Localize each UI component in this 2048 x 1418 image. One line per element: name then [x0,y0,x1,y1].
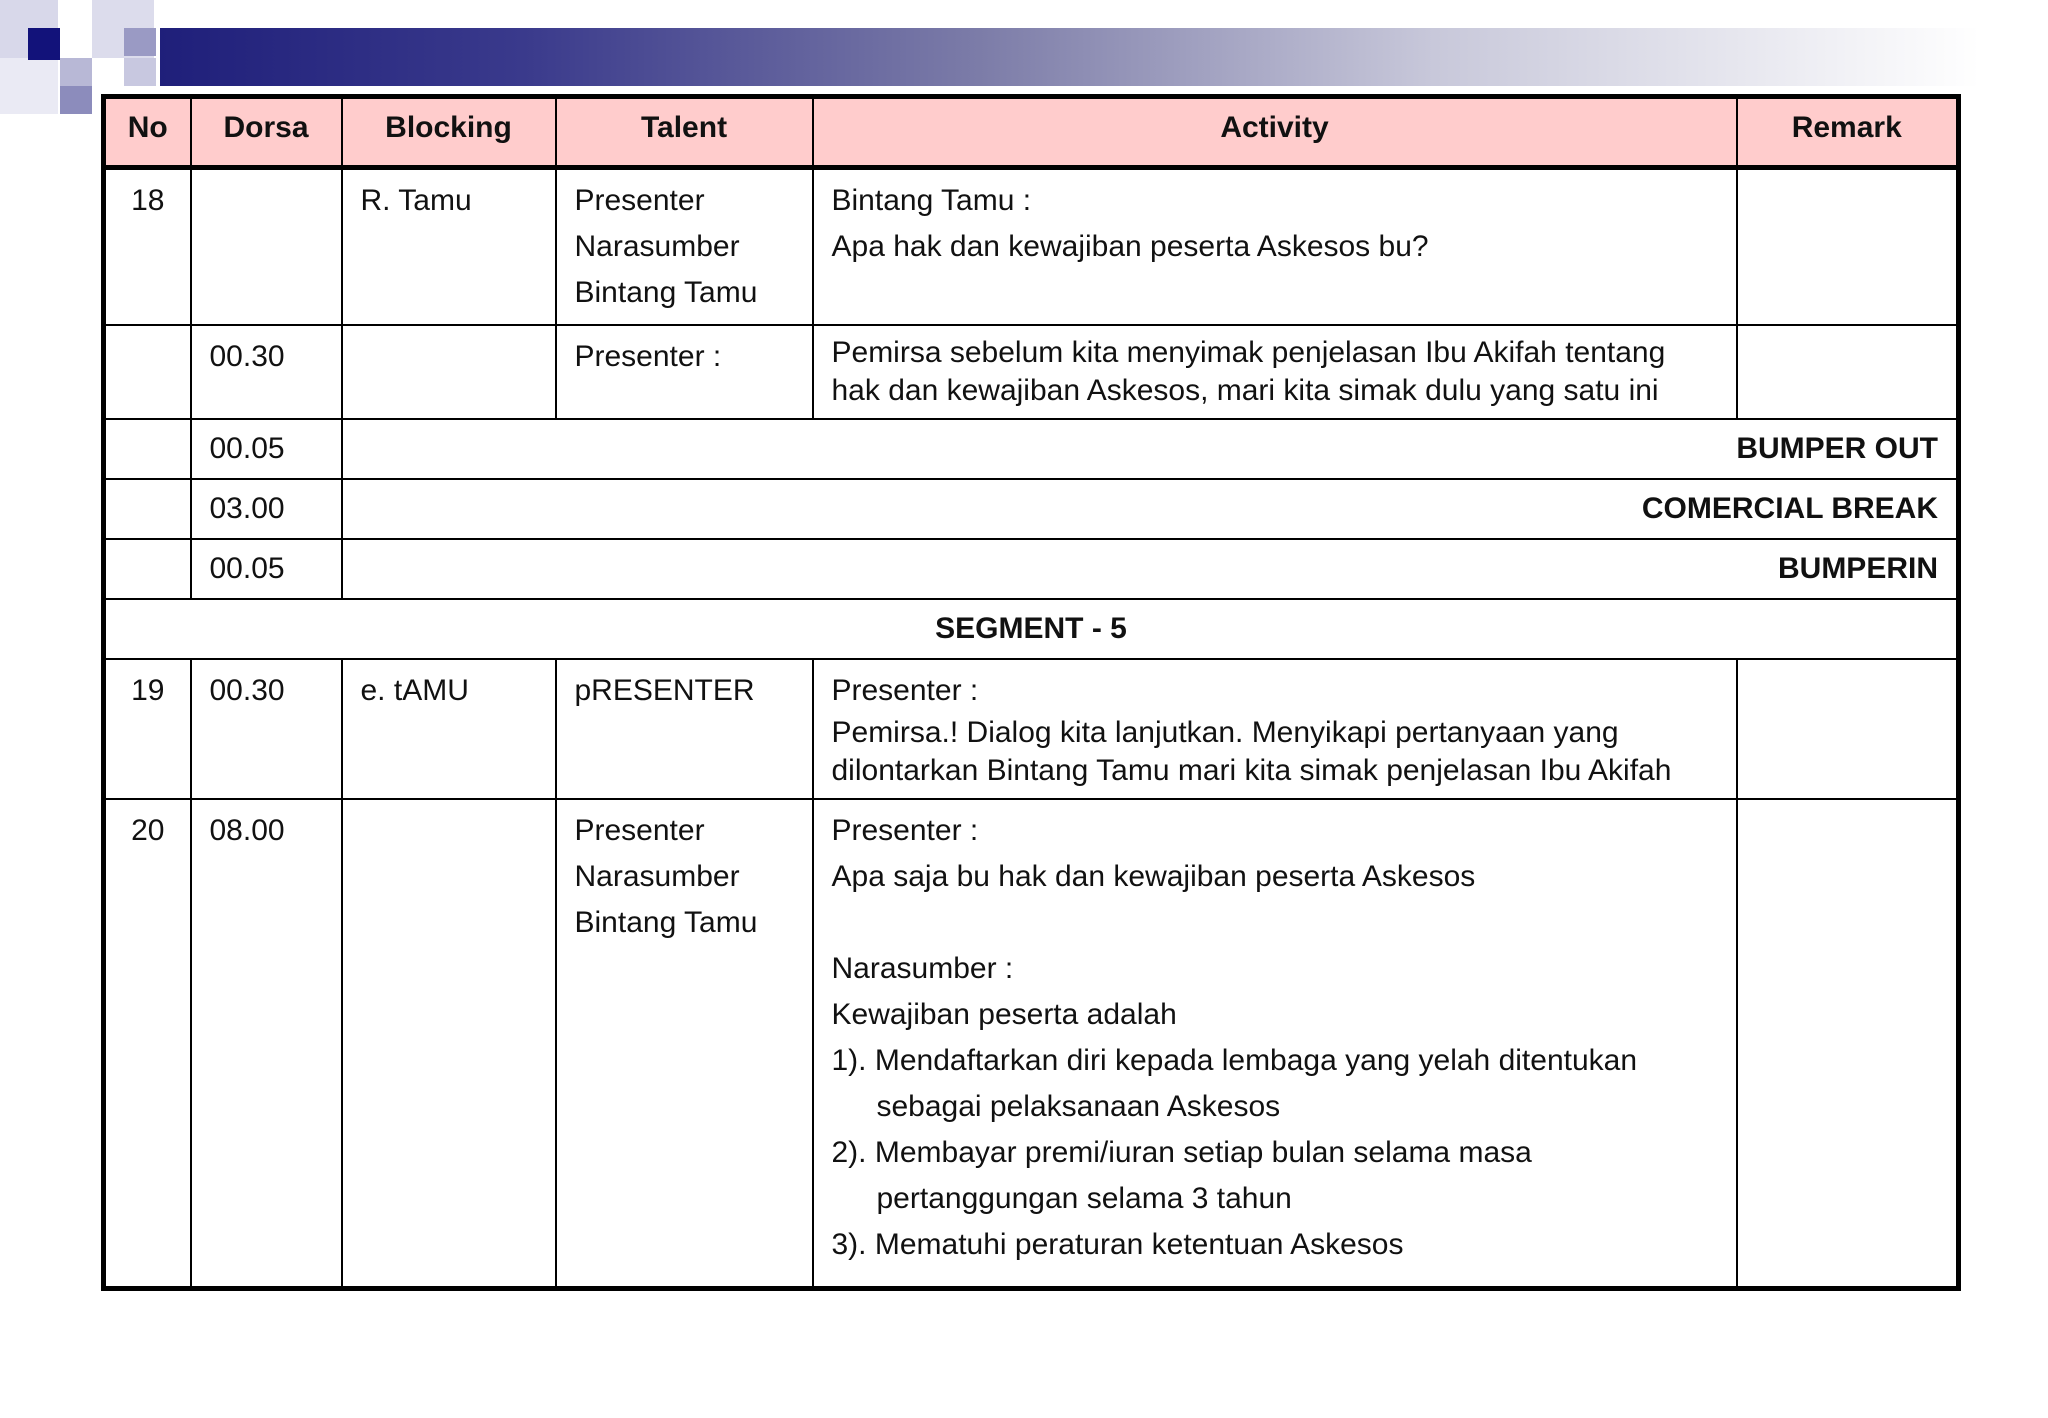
talent-line: Presenter [574,184,705,217]
header-dorsa: Dorsa [191,97,342,168]
cell-no: 20 [104,799,191,1289]
spacer [832,900,1718,946]
table-row [104,168,1959,326]
cell-remark [1737,799,1959,1289]
cell-blocking [342,799,556,1289]
cell-remark [1737,325,1959,419]
decor-square [60,86,92,114]
table-row [104,479,1959,539]
talent-line: Narasumber [574,230,740,263]
header-remark: Remark [1737,97,1959,168]
activity-line: 2). Membayar premi/iuran setiap bulan selama masa [831,1136,1532,1169]
cell-blocking: R. Tamu [342,168,556,326]
activity-line: Presenter : [831,814,979,847]
decor-square [124,28,156,56]
table-row [104,799,1959,1289]
cell-activity [813,168,1737,326]
header-blocking: Blocking [342,97,556,168]
cell-dorsa [191,168,342,326]
cell-activity [813,659,1737,799]
table-row [104,539,1959,599]
cell-talent [556,168,813,326]
segment-row [104,599,1959,659]
activity-line: Apa saja bu hak dan kewajiban peserta Askesos [831,860,1476,893]
decor-square [28,28,60,60]
talent-line: Narasumber [574,860,740,893]
activity-line: 1). Mendaftarkan diri kepada lembaga yang yelah ditentukan [831,1044,1638,1077]
gradient-title-bar [160,28,1980,86]
bumper-in-label: BUMPERIN [342,539,1959,599]
cell-no: 18 [104,168,191,326]
cell-no: 19 [104,659,191,799]
cell-remark [1737,168,1959,326]
talent-line: Presenter [574,814,705,847]
activity-line: sebagai pelaksanaan Askesos [876,1090,1281,1123]
bumper-out-label: BUMPER OUT [342,419,1959,479]
decor-square [0,58,58,114]
activity-line: Pemirsa.! Dialog kita lanjutkan. Menyikapi pertanyaan yang [831,716,1619,749]
cell-dorsa: 00.05 [191,539,342,599]
comercial-break-label: COMERCIAL BREAK [342,479,1959,539]
cell-talent: pRESENTER [556,659,813,799]
cell-no [104,419,191,479]
cell-blocking: e. tAMU [342,659,556,799]
talent-line: Bintang Tamu [574,906,758,939]
activity-line: Narasumber : [831,952,1014,985]
table-row [104,325,1959,419]
table-header-row [104,97,1959,168]
activity-line: dilontarkan Bintang Tamu mari kita simak penjelasan Ibu Akifah [831,754,1672,787]
activity-line: Presenter : [831,674,979,707]
table-row [104,659,1959,799]
activity-line: Bintang Tamu : [831,184,1032,217]
header-no: No [104,97,191,168]
table-row [104,419,1959,479]
cell-blocking [342,325,556,419]
activity-line: Pemirsa sebelum kita menyimak penjelasan Ibu Akifah tentang [831,336,1666,369]
activity-line: pertanggungan selama 3 tahun [876,1182,1292,1215]
cell-dorsa: 00.30 [191,325,342,419]
cell-no [104,325,191,419]
cell-dorsa: 03.00 [191,479,342,539]
cell-dorsa: 00.05 [191,419,342,479]
cell-dorsa: 00.30 [191,659,342,799]
cell-talent [556,799,813,1289]
activity-line: Kewajiban peserta adalah [831,998,1177,1031]
cell-activity [813,325,1737,419]
header-activity: Activity [813,97,1737,168]
cell-remark [1737,659,1959,799]
segment-label: SEGMENT - 5 [104,599,1959,659]
activity-line: 3). Mematuhi peraturan ketentuan Askesos [831,1228,1404,1261]
cell-no [104,539,191,599]
header-talent: Talent [556,97,813,168]
decor-square [124,58,156,86]
activity-line: hak dan kewajiban Askesos, mari kita simak dulu yang satu ini [831,374,1659,407]
cell-talent: Presenter : [556,325,813,419]
cell-dorsa: 08.00 [191,799,342,1289]
rundown-table [101,94,1961,1291]
talent-line: Bintang Tamu [574,276,758,309]
cell-no [104,479,191,539]
cell-activity [813,799,1737,1289]
activity-line: Apa hak dan kewajiban peserta Askesos bu? [831,230,1429,263]
